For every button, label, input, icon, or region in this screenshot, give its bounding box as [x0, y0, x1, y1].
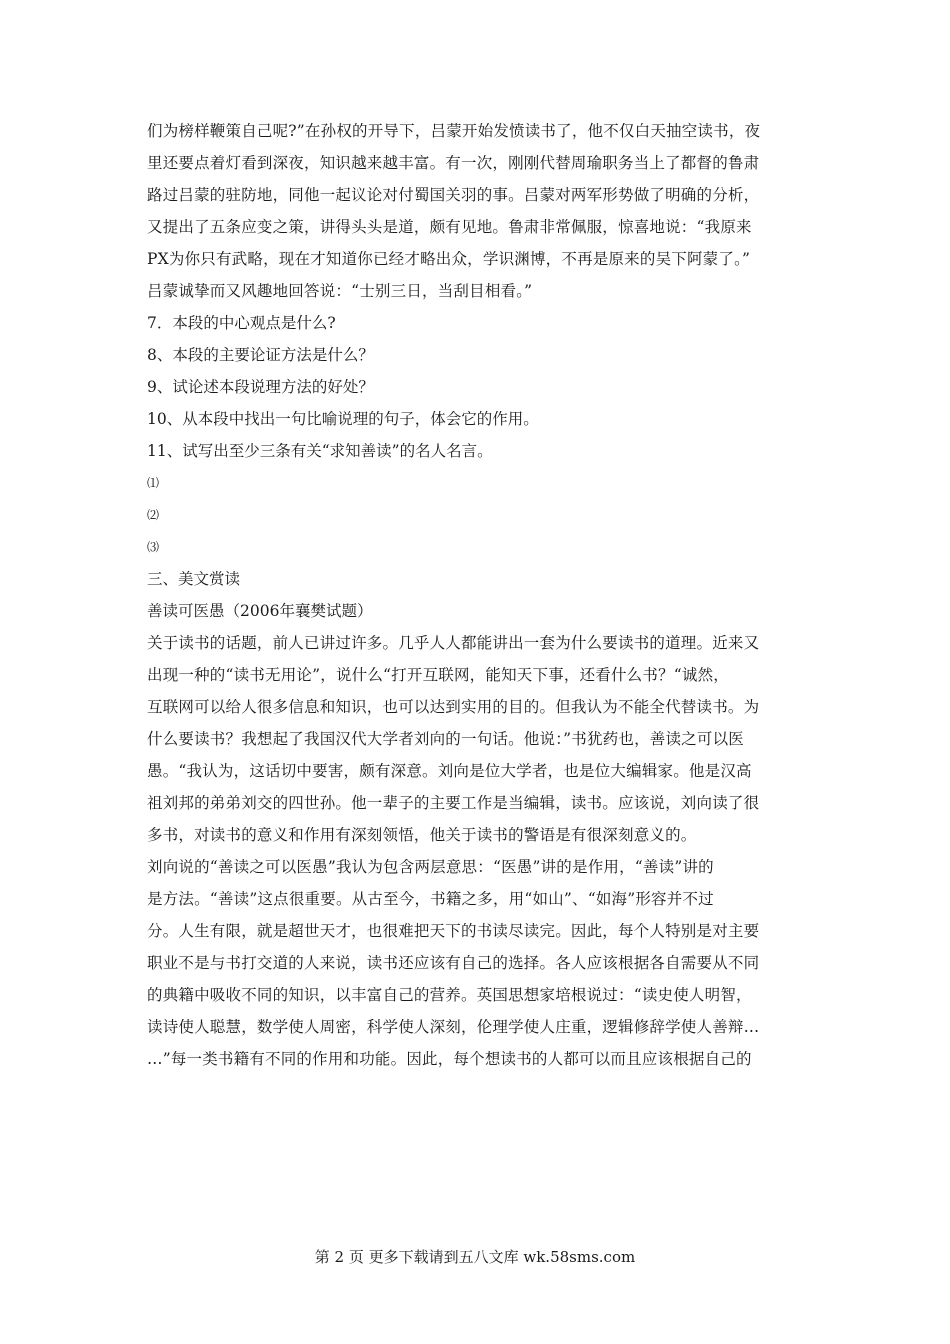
- paragraph-line: 里还要点着灯看到深夜，知识越来越丰富。有一次，刚刚代替周瑜职务当上了都督的鲁肃: [147, 154, 760, 172]
- paragraph-line: 愚。“我认为，这话切中要害，颇有深意。刘向是位大学者，也是位大编辑家。他是汉高: [147, 762, 752, 780]
- paragraph-line: 的典籍中吸收不同的知识，以丰富自己的营养。英国思想家培根说过：“读史使人明智，: [147, 986, 752, 1004]
- passage-lu-meng: [147, 120, 807, 302]
- question-7: 7．本段的中心观点是什么?: [147, 314, 336, 332]
- paragraph-line: 读诗使人聪慧，数学使人周密，科学使人深刻，伦理学使人庄重，逻辑修辞学使人善辩…: [147, 1018, 760, 1036]
- paragraph-line: 们为榜样鞭策自己呢?”在孙权的开导下，吕蒙开始发愤读书了，他不仅白天抽空读书，夜: [147, 122, 761, 140]
- question-list: [147, 312, 807, 462]
- paragraph-line: 又提出了五条应变之策，讲得头头是道，颇有见地。鲁肃非常佩服，惊喜地说：“我原来: [147, 218, 752, 236]
- paragraph-line: 什么要读书？我想起了我国汉代大学者刘向的一句话。他说：”书犹药也，善读之可以医: [147, 730, 744, 748]
- article-title: 善读可医愚（2006年襄樊试题）: [147, 602, 373, 620]
- question-11: 11、试写出至少三条有关“求知善读”的名人名言。: [147, 442, 493, 460]
- answer-blank-3: ⑶: [147, 540, 160, 554]
- article-paragraph-1: [147, 632, 807, 846]
- paragraph-line: 是方法。“善读”这点很重要。从古至今，书籍之多，用“如山”、“如海”形容并不过: [147, 890, 714, 908]
- paragraph-line: 分。人生有限，就是超世天才，也很难把天下的书读尽读完。因此，每个人特别是对主要: [147, 922, 760, 940]
- question-8: 8、本段的主要论证方法是什么？: [147, 346, 374, 364]
- paragraph-line: 多书，对读书的意义和作用有深刻领悟，他关于读书的警语是有很深刻意义的。: [147, 826, 697, 844]
- paragraph-line: 祖刘邦的弟弟刘交的四世孙。他一辈子的主要工作是当编辑，读书。应该说，刘向读了很: [147, 794, 760, 812]
- paragraph-line: 刘向说的“善读之可以医愚”我认为包含两层意思：“医愚”讲的是作用，“善读”讲的: [147, 858, 714, 876]
- paragraph-line: 互联网可以给人很多信息和知识，也可以达到实用的目的。但我认为不能全代替读书。为: [147, 698, 760, 716]
- paragraph-line: PX为你只有武略，现在才知道你已经才略出众，学识渊博，不再是原来的吴下阿蒙了。”: [147, 250, 751, 268]
- paragraph-line: 职业不是与书打交道的人来说，读书还应该有自己的选择。各人应该根据各自需要从不同: [147, 954, 760, 972]
- page-footer: 第 2 页 更多下载请到五八文库 wk.58sms.com: [314, 1248, 636, 1266]
- paragraph-line: …”每一类书籍有不同的作用和功能。因此，每个想读书的人都可以而且应该根据自己的: [147, 1050, 752, 1068]
- answer-blank-2: ⑵: [147, 508, 160, 522]
- paragraph-line: 路过吕蒙的驻防地，同他一起议论对付蜀国关羽的事。吕蒙对两军形势做了明确的分析，: [147, 186, 760, 204]
- page-content: [147, 120, 807, 1080]
- answer-blanks: [147, 472, 807, 558]
- paragraph-line: 关于读书的话题，前人已讲过许多。几乎人人都能讲出一套为什么要读书的道理。近来又: [147, 634, 760, 652]
- question-9: 9、试论述本段说理方法的好处？: [147, 378, 374, 396]
- answer-blank-1: ⑴: [147, 476, 160, 490]
- paragraph-line: 吕蒙诚挚而又风趣地回答说：“士别三日，当刮目相看。”: [147, 282, 533, 300]
- section-heading: 三、美文赏读: [147, 570, 241, 588]
- question-10: 10、从本段中找出一句比喻说理的句子，体会它的作用。: [147, 410, 539, 428]
- article-paragraph-2: [147, 856, 807, 1070]
- paragraph-line: 出现一种的“读书无用论”，说什么“打开互联网，能知天下事，还看什么书？“诚然，: [147, 666, 729, 684]
